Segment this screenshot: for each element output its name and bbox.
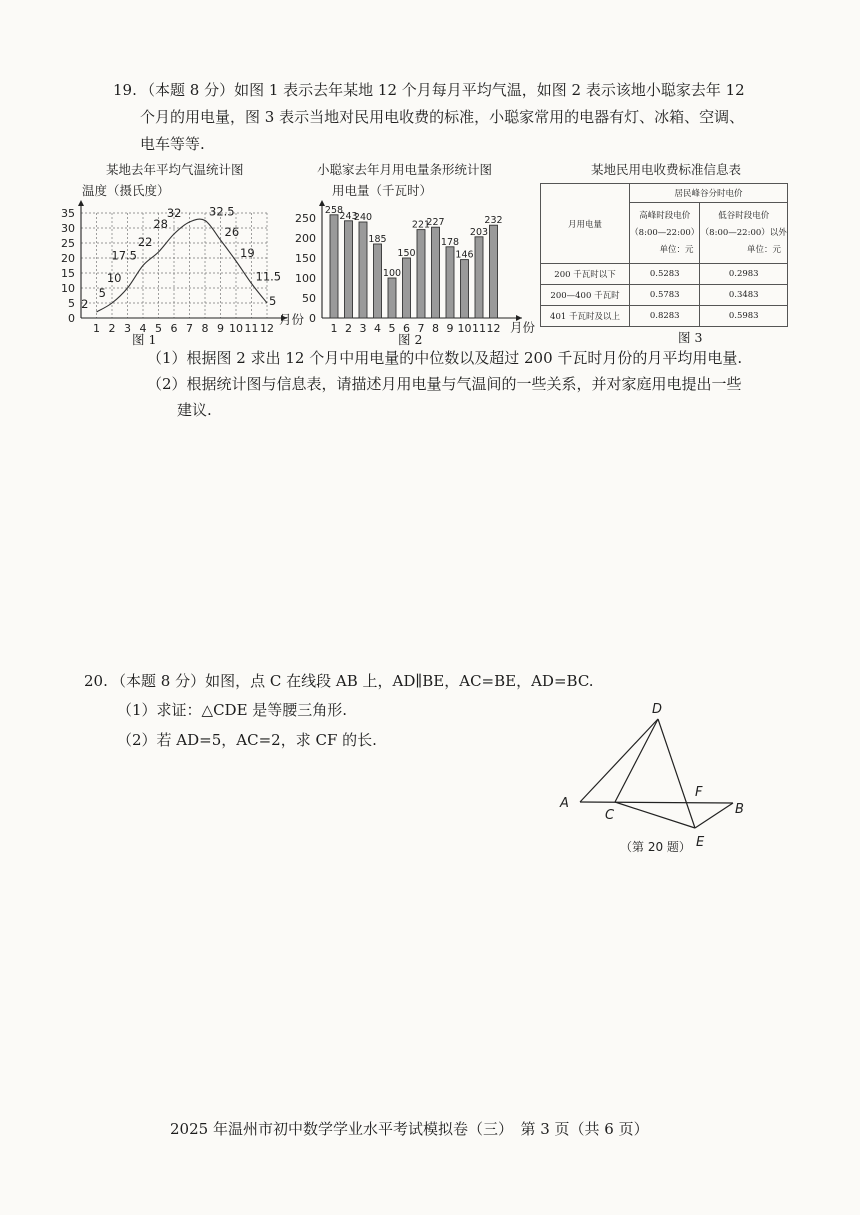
table-header-usage: 月用电量: [541, 184, 630, 264]
chart1-y-tick-label: 35: [61, 207, 75, 220]
chart1-x-ticks: [93, 322, 274, 335]
label-c: C: [605, 808, 615, 823]
question-stem-line: （本题 8 分）如图 1 表示去年某地 12 个月每月平均气温，如图 2 表示该地小聪家去年 12: [140, 81, 745, 99]
chart1-ylabel: 温度（摄氏度）: [82, 183, 170, 198]
chart2-data-label: 146: [455, 249, 474, 261]
table-row: [541, 285, 788, 306]
chart1-data-label: 28: [153, 217, 168, 231]
question-number: 20.: [84, 672, 108, 690]
chart1-x-tick-label: 2: [108, 322, 116, 335]
chart1-data-label: 10: [106, 271, 122, 285]
chart2-y-tick-label: 0: [309, 312, 316, 325]
chart2-y-tick-label: 50: [302, 292, 316, 305]
chart2-y-tick-label: 100: [295, 272, 316, 285]
segment-ab: [580, 802, 733, 803]
question-stem-line: （本题 8 分）如图，点 C 在线段 AB 上，AD∥BE，AC=BE，AD=BC.: [111, 672, 594, 690]
chart1-x-tick-label: 8: [201, 322, 209, 335]
chart1-y-tick-label: 20: [61, 252, 75, 265]
table-row: [541, 306, 788, 327]
chart1-x-tick-label: 9: [217, 322, 224, 335]
chart2-bar: [446, 247, 454, 318]
chart2-data-label: 232: [484, 215, 503, 227]
table-header-valley: [700, 203, 788, 264]
chart2-y-tick-label: 250: [295, 212, 316, 225]
question-stem-line: 电车等等.: [140, 135, 205, 153]
chart2-data-label: 240: [353, 212, 373, 223]
chart2-data-label: 258: [324, 204, 344, 216]
chart2-x-tick-label: 11: [472, 322, 486, 335]
chart2-x-tick-label: 4: [374, 322, 381, 335]
chart2-x-tick-label: 1: [330, 322, 338, 335]
chart2-bar: [388, 278, 396, 318]
chart2-y-ticks: [295, 212, 316, 325]
chart2-x-tick-label: 6: [403, 322, 410, 335]
sub-question-2-cont: 建议.: [177, 401, 212, 419]
row-peak-price: 0.8283: [630, 306, 700, 327]
chart1-x-tick-label: 3: [124, 322, 131, 335]
chart1-x-tick-label: 11: [244, 322, 259, 335]
segment-ad: [580, 719, 658, 802]
row-usage: 200—400 千瓦时: [541, 285, 630, 306]
chart1-y-tick-label: 25: [61, 237, 75, 250]
chart1-y-tick-label: 0: [68, 312, 75, 325]
label-e: E: [696, 835, 705, 850]
chart2-bar: [330, 215, 338, 318]
chart2-x-tick-label: 8: [432, 322, 439, 335]
chart2-data-label: 221: [411, 219, 431, 231]
chart1-data-label: 5: [98, 286, 106, 300]
chart1-data-label: 22: [137, 235, 153, 249]
chart1-x-tick-label: 4: [139, 322, 147, 335]
chart1-series-line: [97, 219, 268, 312]
chart1-x-unit: 月份: [279, 312, 305, 327]
chart2-bar: [374, 244, 382, 318]
row-usage: 401 千瓦时及以上: [541, 306, 630, 327]
table-header-peak: [630, 203, 700, 264]
chart2-x-tick-label: 10: [457, 322, 472, 335]
sub-question-2: （2）根据统计图与信息表，请描述月用电量与气温间的一些关系，并对家庭用电提出一些: [147, 375, 742, 393]
temperature-line-chart: [55, 196, 305, 356]
row-valley-price: 0.5983: [700, 306, 788, 327]
chart1-y-tick-label: 15: [61, 267, 75, 280]
row-valley-price: 0.2983: [700, 264, 788, 285]
chart2-y-tick-label: 200: [295, 232, 316, 245]
label-f: F: [695, 785, 703, 800]
valley-label: 低谷时段电价: [718, 210, 770, 221]
chart1-data-label: 11.5: [255, 269, 282, 284]
chart1-caption: 图 1: [132, 332, 157, 347]
chart2-bar: [345, 221, 353, 318]
segment-dc: [615, 719, 658, 802]
row-usage: 200 千瓦时以下: [541, 264, 630, 285]
chart1-title: 某地去年平均气温统计图: [106, 162, 244, 177]
chart2-bar: [403, 258, 411, 318]
page-footer: 2025 年温州市初中数学学业水平考试模拟卷（三） 第 3 页（共 6 页）: [170, 1120, 649, 1138]
question-number: 19.: [113, 81, 137, 99]
chart2-data-label: 203: [469, 226, 489, 238]
segment-ce: [615, 802, 695, 828]
chart1-data-label: 32: [166, 206, 182, 220]
table3-caption: 图 3: [678, 330, 703, 345]
chart2-x-tick-label: 9: [446, 322, 454, 335]
chart1-y-tick-label: 10: [61, 282, 75, 295]
chart1-data-label: 5: [269, 294, 277, 308]
peak-hours: （8:00—22:00）: [630, 227, 700, 238]
chart2-bar: [461, 260, 469, 318]
chart2-bar: [490, 225, 498, 318]
chart2-y-tick-label: 150: [295, 252, 316, 265]
row-peak-price: 0.5283: [630, 264, 700, 285]
question-stem-line: 个月的用电量，图 3 表示当地对民用电收费的标准，小聪家常用的电器有灯、冰箱、空调、: [140, 108, 745, 126]
chart1-x-tick-label: 10: [229, 322, 243, 335]
chart1-x-tick-label: 12: [260, 322, 274, 335]
chart2-x-tick-label: 12: [486, 322, 501, 335]
segment-be: [695, 803, 733, 828]
chart2-data-label: 150: [397, 248, 416, 259]
valley-unit: 单位：元: [746, 244, 781, 255]
electricity-fee-table: [540, 183, 788, 327]
figure-caption: （第 20 题）: [620, 840, 691, 854]
chart2-data-label: 243: [339, 210, 358, 222]
chart2-bar: [432, 227, 440, 318]
row-peak-price: 0.5783: [630, 285, 700, 306]
chart1-data-label: 26: [224, 225, 240, 239]
chart2-x-unit: 月份: [510, 320, 536, 335]
geometry-figure-20: [550, 695, 770, 865]
table-row: [541, 264, 788, 285]
chart1-data-label: 2: [81, 297, 89, 311]
label-d: D: [652, 702, 663, 717]
chart1-x-tick-label: 6: [170, 322, 178, 335]
peak-label: 高峰时段电价: [639, 210, 691, 221]
chart1-x-tick-label: 1: [93, 322, 100, 335]
valley-hours: （8:00—22:00）以外: [700, 227, 787, 238]
chart1-y-tick-label: 5: [68, 297, 75, 310]
chart2-data-label: 227: [426, 217, 445, 229]
chart2-data-label: 185: [368, 234, 387, 245]
chart1-y-ticks: [61, 207, 75, 325]
chart1-data-label: 19: [240, 246, 255, 260]
table3-title: 某地民用电收费标准信息表: [591, 162, 742, 177]
chart2-title: 小聪家去年月用电量条形统计图: [317, 162, 493, 177]
label-b: B: [735, 802, 744, 817]
chart1-x-tick-label: 5: [155, 322, 162, 335]
chart2-ylabel: 用电量（千瓦时）: [332, 183, 433, 198]
chart1-data-label: 17.5: [111, 248, 137, 263]
sub-question-1: （1）求证：△CDE 是等腰三角形.: [117, 701, 348, 719]
chart2-data-label: 100: [382, 268, 402, 279]
chart2-data-label: 178: [440, 236, 460, 248]
chart1-y-tick-label: 30: [61, 222, 75, 235]
chart2-x-tick-label: 2: [345, 322, 352, 335]
figure-lines: [580, 719, 733, 828]
table-header-group: 居民峰谷分时电价: [630, 184, 788, 203]
chart2-x-tick-label: 5: [388, 322, 396, 335]
chart2-bar: [417, 230, 425, 318]
chart1-data-label: 32.5: [209, 204, 235, 219]
chart1-y-arrow: [78, 200, 84, 206]
peak-unit: 单位：元: [659, 244, 694, 255]
sub-question-1: （1）根据图 2 求出 12 个月中用电量的中位数以及超过 200 千瓦时月份的月平均用电量.: [147, 349, 743, 367]
segment-de: [658, 719, 695, 828]
chart2-bar: [359, 222, 367, 318]
sub-question-2: （2）若 AD=5，AC=2，求 CF 的长.: [117, 731, 377, 749]
chart2-x-tick-label: 3: [359, 322, 367, 335]
chart2-bar: [475, 237, 483, 318]
chart1-x-tick-label: 7: [186, 322, 193, 335]
chart2-caption: 图 2: [398, 332, 423, 347]
label-a: A: [560, 796, 569, 811]
row-valley-price: 0.3483: [700, 285, 788, 306]
chart2-x-tick-label: 7: [417, 322, 425, 335]
